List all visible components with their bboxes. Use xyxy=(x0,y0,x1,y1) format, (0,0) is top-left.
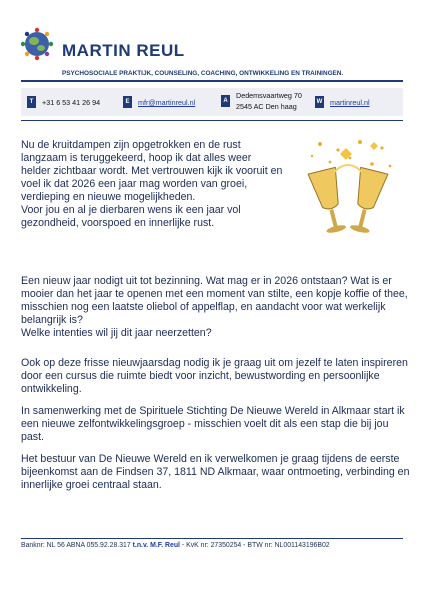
brand-name: MARTIN REUL xyxy=(62,41,185,60)
brand-tagline: PSYCHOSOCIALE PRAKTIJK, COUNSELING, COACHING, ONTWIKKELING EN TRAININGEN. xyxy=(62,70,344,77)
footer-account-holder: t.n.v. M.F. Reul xyxy=(132,542,180,549)
website-link[interactable]: martinreul.nl xyxy=(330,97,370,107)
intro-paragraph: Nu de kruitdampen zijn opgetrokken en de rust langzaam is teruggekeerd, hoop ik dat alles weer helder zichtbaar wordt. Met vertrouwen kijk ik vooruit en voel ik dat 2026 een jaar mag worden van groei, verdieping en nieuwe mogelijkheden. Voor jou en al je dierbaren wens ik een jaar vol gezondheid, voorspoed en innerlijke rust. xyxy=(21,139,283,229)
email-link[interactable]: mfr@martinreul.nl xyxy=(138,97,196,107)
contact-bar xyxy=(21,88,403,116)
paragraph-invitation: Ook op deze frisse nieuwjaarsdag nodig ik je graag uit om jezelf te laten inspireren door een cursus die ruimte biedt voor inzicht, bewustwording en persoonlijke ontwikkeling. xyxy=(21,357,408,395)
header-divider xyxy=(21,80,403,82)
web-badge-icon: W xyxy=(315,96,324,108)
footer-bank: Banknr: NL 56 ABNA 055.92.28.317 xyxy=(21,542,131,549)
footer-separator: - xyxy=(179,542,187,549)
footer-info xyxy=(21,542,403,549)
contact-website xyxy=(315,96,370,108)
phone-badge-icon: T xyxy=(27,96,36,108)
address-line-1: Dedemsvaartweg 70 xyxy=(236,91,302,100)
contact-email xyxy=(123,96,195,108)
email-badge-icon: E xyxy=(123,96,132,108)
address-line-2: 2545 AC Den haag xyxy=(236,102,297,111)
phone-number[interactable]: +31 6 53 41 26 94 xyxy=(42,97,101,107)
champagne-glasses-icon xyxy=(290,136,406,246)
paragraph-collaboration: In samenwerking met de Spirituele Stichting De Nieuwe Wereld in Alkmaar start ik een nieuwe zelfontwikkelingsgroep - misschien voelt dit als een stap die bij jou past. xyxy=(21,405,405,443)
footer-separator: - xyxy=(241,542,248,549)
contact-phone xyxy=(27,96,100,108)
paragraph-reflection: Een nieuw jaar nodigt uit tot bezinning. Wat mag er in 2026 ontstaan? Wat is er mooier dan het jaar te openen met een moment van stilte, een kopje koffie of thee, misschien nog een laatste oliebol of appelflap, en aandacht voor wat werkelijk belangrijk is? Welke intenties wil jij dit jaar neerzetten? xyxy=(21,275,408,339)
footer-divider xyxy=(21,538,403,539)
paragraph-first-meeting: Het bestuur van De Nieuwe Wereld en ik verwelkomen je graag tijdens de eerste bijeenkomst aan de Findsen 37, 1811 ND Alkmaar, waar ontmoeting, verbinding en innerlijke groei centraal staan. xyxy=(21,453,410,491)
footer-kvk: KvK nr: 27350254 xyxy=(186,542,242,549)
contact-address xyxy=(221,90,302,112)
footer-btw: BTW nr: NL001143196B02 xyxy=(247,542,330,549)
address-badge-icon: A xyxy=(221,95,230,107)
globe-people-logo-icon xyxy=(19,26,55,62)
contact-divider xyxy=(21,120,403,121)
